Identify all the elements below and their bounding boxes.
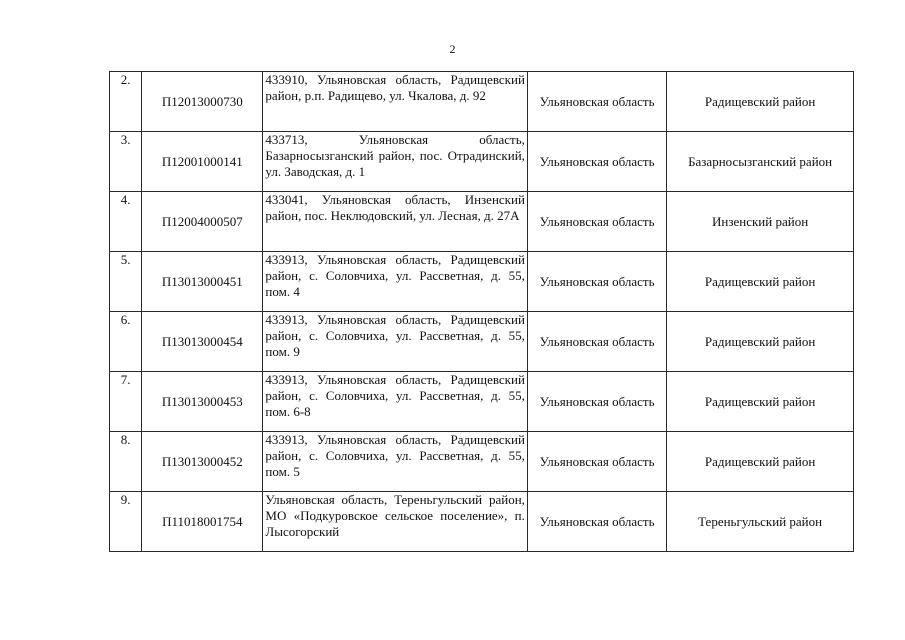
object-code: П11018001754 [142,492,263,552]
object-code: П12013000730 [142,72,263,132]
district: Радищевский район [667,72,854,132]
district: Радищевский район [667,372,854,432]
address: 433913, Ульяновская область, Радищевский район, с. Соловчиха, ул. Рассветная, д. 55, пом. 5 [263,432,527,492]
row-number: 4. [110,192,142,252]
row-number: 9. [110,492,142,552]
table-row [110,192,854,252]
district: Тереньгульский район [667,492,854,552]
district: Радищевский район [667,432,854,492]
row-number: 3. [110,132,142,192]
address: Ульяновская область, Тереньгульский район, МО «Подкуровское сельское поселение», п. Лысогорский [263,492,527,552]
district: Базарносызганский район [667,132,854,192]
region: Ульяновская область [527,432,666,492]
object-code: П12001000141 [142,132,263,192]
table-row [110,132,854,192]
table-row [110,432,854,492]
region: Ульяновская область [527,132,666,192]
region: Ульяновская область [527,72,666,132]
address: 433913, Ульяновская область, Радищевский район, с. Соловчиха, ул. Рассветная, д. 55, пом. 4 [263,252,527,312]
table-row [110,312,854,372]
district: Радищевский район [667,312,854,372]
region: Ульяновская область [527,372,666,432]
region: Ульяновская область [527,492,666,552]
region: Ульяновская область [527,252,666,312]
object-code: П13013000454 [142,312,263,372]
region: Ульяновская область [527,312,666,372]
region: Ульяновская область [527,192,666,252]
address: 433713, Ульяновская область, Базарносызганский район, пос. Отрадинский, ул. Заводская, д. 1 [263,132,527,192]
object-code: П13013000453 [142,372,263,432]
district: Инзенский район [667,192,854,252]
address: 433913, Ульяновская область, Радищевский район, с. Соловчиха, ул. Рассветная, д. 55, пом. 9 [263,312,527,372]
registry-table [109,71,854,552]
address: 433041, Ульяновская область, Инзенский район, пос. Неклюдовский, ул. Лесная, д. 27А [263,192,527,252]
row-number: 6. [110,312,142,372]
district: Радищевский район [667,252,854,312]
object-code: П13013000452 [142,432,263,492]
object-code: П12004000507 [142,192,263,252]
row-number: 7. [110,372,142,432]
row-number: 8. [110,432,142,492]
row-number: 5. [110,252,142,312]
address: 433913, Ульяновская область, Радищевский район, с. Соловчиха, ул. Рассветная, д. 55, пом. 6-8 [263,372,527,432]
row-number: 2. [110,72,142,132]
table-row [110,252,854,312]
table-row [110,72,854,132]
table-row [110,492,854,552]
table-row [110,372,854,432]
address: 433910, Ульяновская область, Радищевский район, р.п. Радищево, ул. Чкалова, д. 92 [263,72,527,132]
page-number: 2 [449,42,456,56]
object-code: П13013000451 [142,252,263,312]
